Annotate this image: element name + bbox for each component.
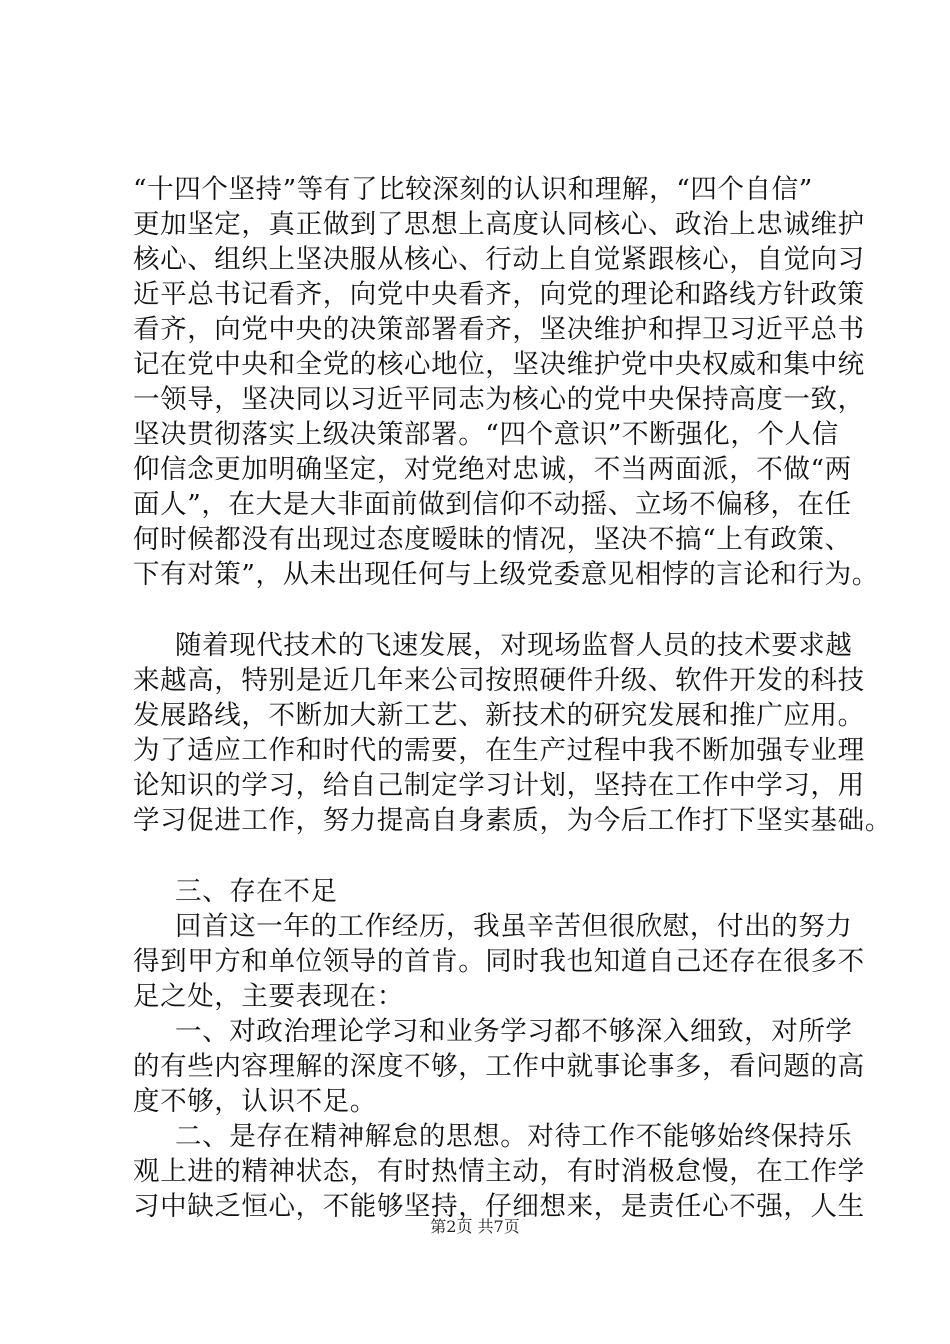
paragraph-1-line: 近平总书记看齐，向党中央看齐，向党的理论和路线方针政策 [133, 279, 865, 310]
paragraph-1-line: 一领导，坚决同以习近平同志为核心的党中央保持高度一致， [133, 384, 865, 415]
paragraph-1-line: 更加坚定，真正做到了思想上高度认同核心、政治上忠诚维护 [133, 209, 865, 240]
paragraph-1-line: 何时候都没有出现过态度暧昧的情况，坚决不搞“上有政策、 [133, 524, 852, 555]
paragraph-1-line: 下有对策”，从未出现任何与上级党委意见相悖的言论和行为。 [133, 559, 879, 590]
paragraph-1-line: 坚决贯彻落实上级决策部署。“四个意识”不断强化，个人信 [133, 419, 839, 450]
paragraph-3-line: 回首这一年的工作经历，我虽辛苦但很欣慰，付出的努力 [175, 911, 853, 942]
paragraph-3-line: 足之处，主要表现在： [133, 981, 404, 1012]
paragraph-1-line: 核心、组织上坚决服从核心、行动上自觉紧跟核心，自觉向习 [133, 244, 865, 275]
paragraph-5-line: 习中缺乏恒心，不能够坚持，仔细想来，是责任心不强，人生 [133, 1191, 865, 1222]
paragraph-2-line: 学习促进工作，努力提高自身素质，为今后工作打下坚实基础。 [133, 805, 892, 836]
paragraph-4-line: 一、对政治理论学习和业务学习都不够深入细致，对所学 [175, 1016, 853, 1047]
paragraph-2-line: 为了适应工作和时代的需要，在生产过程中我不断加强专业理 [133, 735, 865, 766]
paragraph-2-line: 论知识的学习，给自己制定学习计划，坚持在工作中学习，用 [133, 770, 865, 801]
paragraph-5-line: 二、是存在精神解怠的思想。对待工作不能够始终保持乐 [175, 1121, 853, 1152]
paragraph-1-line: 仰信念更加明确坚定，对党绝对忠诚，不当两面派，不做“两 [133, 454, 852, 485]
page-number-footer: 第2页 共7页 [430, 1217, 520, 1236]
paragraph-1-line: 面人”，在大是大非面前做到信仰不动摇、立场不偏移，在任 [133, 489, 852, 520]
section-heading: 三、存在不足 [175, 876, 338, 907]
paragraph-1-line: 记在党中央和全党的核心地位，坚决维护党中央权威和集中统 [133, 349, 865, 380]
paragraph-2-line: 发展路线，不断加大新工艺、新技术的研究发展和推广应用。 [133, 700, 865, 731]
paragraph-2-line: 随着现代技术的飞速发展，对现场监督人员的技术要求越 [175, 630, 853, 661]
paragraph-4-line: 度不够，认识不足。 [133, 1086, 377, 1117]
paragraph-5-line: 观上进的精神状态，有时热情主动，有时消极怠慢，在工作学 [133, 1156, 865, 1187]
paragraph-4-line: 的有些内容理解的深度不够，工作中就事论事多，看问题的高 [133, 1051, 865, 1082]
paragraph-1-line: “十四个坚持”等有了比较深刻的认识和理解，“四个自信” [133, 174, 813, 205]
paragraph-2-line: 来越高，特别是近几年来公司按照硬件升级、软件开发的科技 [133, 665, 865, 696]
paragraph-3-line: 得到甲方和单位领导的首肯。同时我也知道自己还存在很多不 [133, 946, 865, 977]
paragraph-1-line: 看齐，向党中央的决策部署看齐，坚决维护和捍卫习近平总书 [133, 314, 865, 345]
